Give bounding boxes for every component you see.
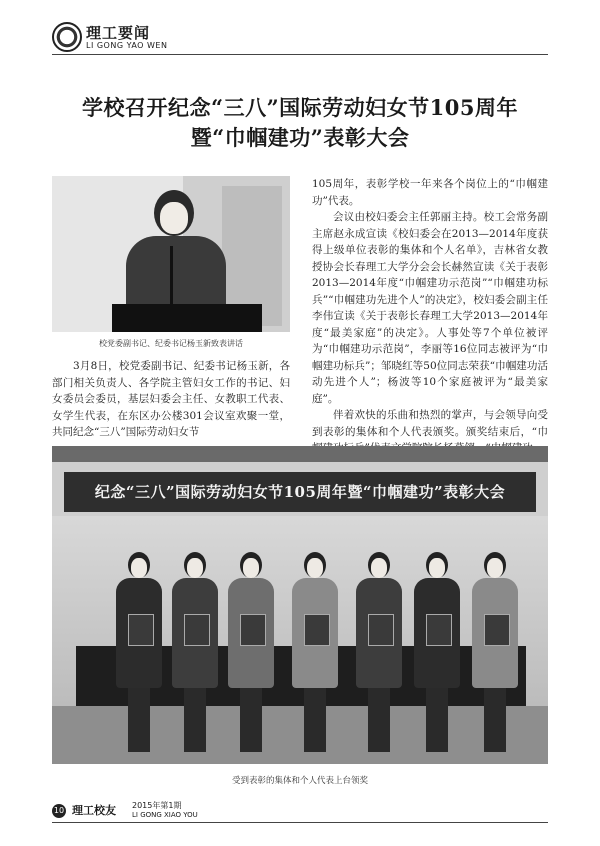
awardee-1: [116, 552, 162, 752]
certificate-icon: [304, 614, 330, 646]
speaker-photo-caption: 校党委副书记、纪委书记杨玉新致表讲话: [99, 339, 243, 348]
certificate-icon: [484, 614, 510, 646]
university-logo: [52, 22, 82, 52]
body-left-column: [52, 358, 290, 441]
magazine-name-pinyin: LI GONG XIAO YOU: [132, 811, 198, 819]
magazine-name: 理工校友: [72, 804, 116, 817]
header-divider: [52, 54, 548, 55]
awardee-legs: [128, 688, 150, 752]
certificate-icon: [240, 614, 266, 646]
article-title-line-2: 暨“巾帼建功”表彰大会: [190, 125, 410, 150]
paragraph-awards: 伴着欢快的乐曲和热烈的掌声，与会领导向受到表彰的集体和个人代表颁奖。颁奖结束后，“巾: [312, 409, 548, 438]
awardee-4: [292, 552, 338, 752]
page-number: 10: [52, 804, 66, 818]
awardee-face: [429, 558, 445, 578]
microphone: [170, 246, 173, 306]
awardee-5: [356, 552, 402, 752]
event-banner: 纪念“三八”国际劳动妇女节105周年暨“巾帼建功”表彰大会: [64, 472, 536, 512]
paragraph-intro: 3月8日，校党委副书记、纪委书记杨玉新，各部门相关负责人、各学院主管妇女工作的书记、妇女委员会委员，基层妇委会主任、女教职工代表、女学生代表，在东区办公楼301会议室欢聚一堂，共同纪念“三八”国际劳动妇女节: [52, 360, 290, 438]
body-right-column: [312, 176, 548, 457]
awardee-legs: [304, 688, 326, 752]
awardee-face: [371, 558, 387, 578]
awardee-legs: [484, 688, 506, 752]
certificate-icon: [128, 614, 154, 646]
photo-ceiling: [52, 446, 548, 462]
awardee-legs: [184, 688, 206, 752]
award-ceremony-photo: [52, 446, 548, 764]
awardee-2: [172, 552, 218, 752]
awardee-7: [472, 552, 518, 752]
awardee-legs: [368, 688, 390, 752]
speaker-photo: [52, 176, 290, 332]
certificate-icon: [368, 614, 394, 646]
article-title-line-1: 学校召开纪念“三八”国际劳动妇女节105周年: [82, 95, 518, 120]
awardee-face: [487, 558, 503, 578]
paragraph-continued: 105周年，表彰学校一年来各个岗位上的“巾帼建功”代表。: [312, 178, 548, 207]
paragraph-meeting: 会议由校妇委会主任郭丽主持。校工会常务副主席赵永成宣读《校妇委会在2013—2014年度获得上级单位表彰的集体和个人名单》，吉林省女教授协会长春理工大学分会会长赫然宣读《关于表彰2013—2014年度“巾帼建功示范岗”“巾帼建功标兵”“巾帼建功先进个人”的决定》，校妇委会副主任李伟宣读《关于表彰长春理工大学2013—2014年度“最美家庭”的决定》。人事处等7个单位被评为“巾帼建功示范岗”，李丽等16位同志被评为“巾帼建功标兵”；邹晓红等50位同志荣获“巾帼建功活动先进个人”；杨波等10个家庭被评为“最美家庭”。: [312, 211, 548, 405]
awardee-legs: [240, 688, 262, 752]
awardee-face: [131, 558, 147, 578]
speaker-face: [160, 202, 188, 234]
awardee-face: [243, 558, 259, 578]
awardee-3: [228, 552, 274, 752]
footer-divider: [52, 822, 548, 823]
issue-number: 2015年第1期: [132, 801, 182, 810]
awardee-legs: [426, 688, 448, 752]
ceremony-photo-caption: 受到表彰的集体和个人代表上台领奖: [231, 776, 368, 786]
awardee-6: [414, 552, 460, 752]
awardee-face: [187, 558, 203, 578]
certificate-icon: [184, 614, 210, 646]
awardee-face: [307, 558, 323, 578]
section-title: 理工要闻: [86, 24, 151, 42]
certificate-icon: [426, 614, 452, 646]
section-title-pinyin: LI GONG YAO WEN: [86, 41, 168, 50]
podium: [112, 304, 262, 332]
